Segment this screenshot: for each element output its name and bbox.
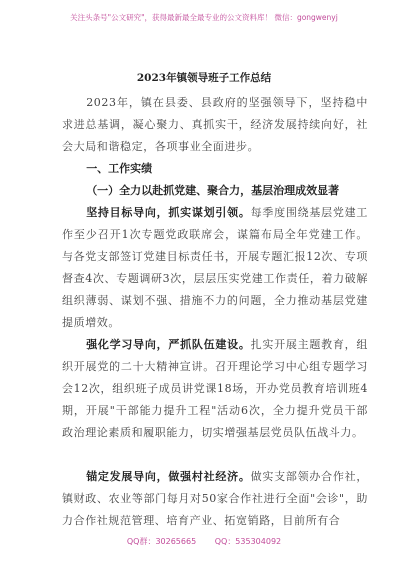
- paragraph-body: 扎实开展主题教育，组织开展党的二十大精神宣讲。召开理论学习中心组专题学习会12次，组织班子成员讲党课18场，开办党员教育培训班4期，开展"干部能力提升工程"活动6次，全力提升党员干部政治理论素质和履职能力，切实增强基层党员队伍战斗力。: [62, 338, 369, 439]
- footer-qq-group: QQ群：30265665: [126, 537, 197, 546]
- document-title: 2023年镇领导班子工作总结: [136, 72, 272, 84]
- paragraph-body: 每季度围绕基层党建工作至少召开1次专题党政联席会，谋篇布局全年党建工作。与各党支部签订党建目标责任书，开展专题汇报12次、专项督查4次、专题调研3次，层层压实党建工作责任，着力破解组织薄弱、谋划不强、措施不力的问题，全力推动基层党建提质增效。: [62, 206, 369, 329]
- intro-paragraph: 2023年，镇在县委、县政府的坚强领导下，坚持稳中求进总基调，凝心聚力、真抓实干，经济发展持续向好，社会大局和谐稳定，各项事业全面进步。: [62, 96, 368, 153]
- subsection-heading-party-building: （一）全力以赴抓党建、聚合力，基层治理成效显著: [86, 184, 340, 197]
- paragraph-lead: 强化学习导向，严抓队伍建设。: [86, 338, 251, 351]
- paragraph-lead: 锚定发展导向，做强村社经济。: [86, 470, 251, 483]
- paragraph-study-orientation: [62, 334, 368, 444]
- footer-qq: QQ：535304092: [214, 537, 282, 546]
- promo-banner: 关注头条号"公文研究"，获得最新最全最专业的公文资料库！ 微信：gongwenyj: [70, 13, 338, 22]
- paragraph-body: 做实支部领办合作社，镇财政、农业等部门每月对50家合作社进行全面"会诊"，助力合作社规范管理、培育产业、拓宽销路，目前所有合: [62, 470, 369, 527]
- paragraph-lead: 坚持目标导向，抓实谋划引领。: [86, 206, 251, 219]
- paragraph-target-orientation: [62, 202, 368, 334]
- paragraph-development-orientation: [62, 466, 368, 532]
- footer-contact: [0, 536, 408, 547]
- section-heading-achievements: 一、工作实绩: [86, 162, 153, 175]
